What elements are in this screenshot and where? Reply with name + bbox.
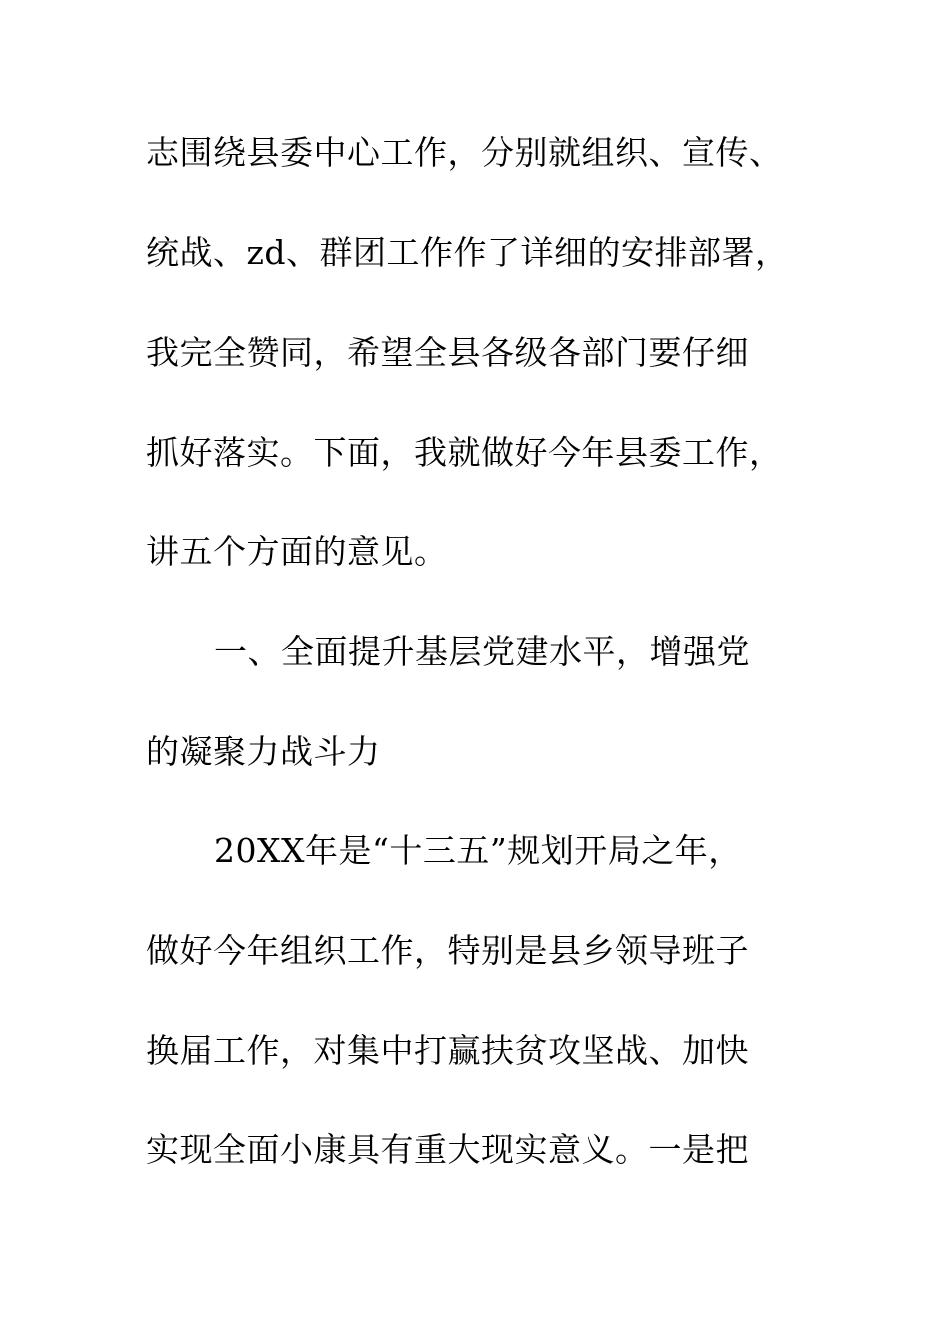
paragraph-line: 20XX年是“十三五”规划开局之年， [214, 831, 742, 870]
paragraph-line: 实现全面小康具有重大现实意义。一是把 [146, 1130, 749, 1169]
paragraph-line: 统战、zd、群团工作作了详细的安排部署， [146, 233, 789, 272]
section-heading-line: 的凝聚力战斗力 [146, 732, 381, 771]
section-heading-line: 一、全面提升基层党建水平，增强党 [214, 632, 750, 671]
paragraph-line: 讲五个方面的意见。 [146, 532, 448, 571]
paragraph-line: 我完全赞同，希望全县各级各部门要仔细 [146, 333, 749, 372]
paragraph-line: 抓好落实。下面，我就做好今年县委工作， [146, 433, 783, 472]
paragraph-line: 志围绕县委中心工作，分别就组织、宣传、 [146, 133, 783, 172]
paragraph-line: 换届工作，对集中打赢扶贫攻坚战、加快 [146, 1031, 749, 1070]
paragraph-line: 做好今年组织工作，特别是县乡领导班子 [146, 931, 749, 970]
